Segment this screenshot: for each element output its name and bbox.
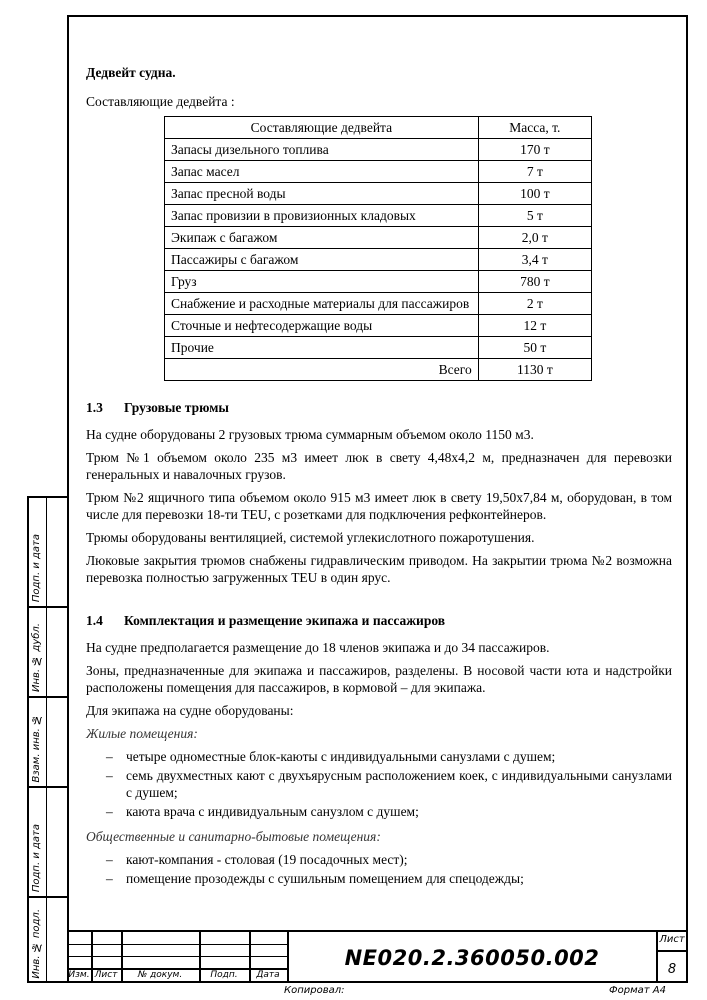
- section-number: 1.3: [86, 400, 103, 415]
- side-cell-dup-inv: [29, 608, 67, 698]
- deadweight-intro: Составляющие дедвейта :: [86, 94, 235, 109]
- mass-cell: 12 т: [478, 315, 591, 337]
- deadweight-table: [164, 116, 592, 381]
- item-cell: Сточные и нефтесодержащие воды: [165, 315, 479, 337]
- column-header: Составляющие дедвейта: [165, 117, 479, 139]
- paragraph: Трюм №1 объемом около 235 м3 имеет люк в свету 4,48х4,2 м, предназначен для перевозки генеральных и навалочных грузов.: [86, 450, 672, 482]
- list-item: – четыре одноместные блок-каюты с индивидуальными санузлами с душем;: [86, 748, 672, 765]
- item-cell: Запас пресной воды: [165, 183, 479, 205]
- total-value: 1130 т: [478, 359, 591, 381]
- document-body: [86, 60, 672, 895]
- table-row: [165, 183, 592, 205]
- mass-cell: 780 т: [478, 271, 591, 293]
- section-heading-1-4: [86, 612, 672, 629]
- item-cell: Снабжение и расходные материалы для пассажиров: [165, 293, 479, 315]
- col-label-date: Дата: [256, 970, 280, 980]
- section-title: Комплектация и размещение экипажа и пассажиров: [124, 613, 446, 628]
- section-heading-1-3: [86, 399, 672, 416]
- paragraph: Люковые закрытия трюмов снабжены гидравлическим приводом. На закрытии трюма №2 возможна перевозка полностью загруженных TEU в один ярус.: [86, 553, 672, 585]
- side-cell-replace-inv: [29, 698, 67, 788]
- table-row: [165, 337, 592, 359]
- table-row: [165, 205, 592, 227]
- sheet-divider-h: [656, 950, 688, 952]
- table-row: [165, 271, 592, 293]
- item-cell: Запас масел: [165, 161, 479, 183]
- table-header-row: [165, 117, 592, 139]
- item-cell: Экипаж с багажом: [165, 227, 479, 249]
- mass-cell: 50 т: [478, 337, 591, 359]
- side-stamp: [27, 496, 67, 983]
- public-rooms-list: [86, 851, 672, 887]
- table-row: [165, 293, 592, 315]
- table-row: [165, 161, 592, 183]
- living-quarters-list: [86, 748, 672, 820]
- col-label-sign: Подп.: [210, 970, 238, 980]
- mass-cell: 170 т: [478, 139, 591, 161]
- table-total-row: [165, 359, 592, 381]
- revision-table: [67, 932, 287, 983]
- paragraph: Для экипажа на судне оборудованы:: [86, 703, 294, 718]
- list-item: – каюта врача с индивидуальным санузлом с душем;: [86, 803, 672, 820]
- column-header: Масса, т.: [478, 117, 591, 139]
- item-cell: Прочие: [165, 337, 479, 359]
- paragraph: Трюм №2 ящичного типа объемом около 915 м3 имеет люк в свету 19,50х7,84 м, оборудован, в том числе для перевозки 18-ти TEU, с розетками для подключения рефконтейнеров.: [86, 490, 672, 522]
- sheet-label: Лист: [659, 934, 685, 945]
- side-label: Инв. № подл.: [31, 909, 42, 979]
- section-number: 1.4: [86, 613, 103, 628]
- mass-cell: 2,0 т: [478, 227, 591, 249]
- item-cell: Запасы дизельного топлива: [165, 139, 479, 161]
- living-quarters-title: Жилые помещения:: [86, 726, 198, 741]
- document-number: NE020.2.360050.002: [344, 945, 600, 970]
- item-cell: Запас провизии в провизионных кладовых: [165, 205, 479, 227]
- deadweight-title: Дедвейт судна.: [86, 65, 176, 80]
- side-cell-orig-inv: [29, 898, 67, 983]
- side-cell-signature-date-2: [29, 788, 67, 898]
- col-label-change: Изм.: [68, 970, 90, 980]
- item-cell: Пассажиры с багажом: [165, 249, 479, 271]
- copied-by-label: Копировал:: [284, 985, 345, 996]
- side-label: Взам. инв. №: [31, 713, 42, 782]
- mass-cell: 3,4 т: [478, 249, 591, 271]
- col-label-doc-no: № докум.: [137, 970, 183, 980]
- mass-cell: 5 т: [478, 205, 591, 227]
- paragraph: Трюмы оборудованы вентиляцией, системой углекислотного пожаротушения.: [86, 530, 535, 545]
- list-item: – помещение прозодежды с сушильным помещением для спецодежды;: [86, 870, 672, 887]
- table-row: [165, 227, 592, 249]
- col-label-sheet: Лист: [94, 970, 118, 980]
- paragraph: Зоны, предназначенные для экипажа и пассажиров, разделены. В носовой части юта и надстройки расположены помещения для пассажиров, в кормовой – для экипажа.: [86, 663, 672, 695]
- public-rooms-title: Общественные и санитарно-бытовые помещения:: [86, 829, 381, 844]
- sheet-number: 8: [667, 962, 677, 977]
- side-label: Подп. и дата: [31, 823, 42, 892]
- format-label: Формат А4: [609, 985, 666, 996]
- mass-cell: 7 т: [478, 161, 591, 183]
- table-row: [165, 139, 592, 161]
- title-block: [67, 930, 688, 983]
- mass-cell: 100 т: [478, 183, 591, 205]
- list-item: – кают-компания - столовая (19 посадочных мест);: [86, 851, 672, 868]
- paragraph: На судне оборудованы 2 грузовых трюма суммарным объемом около 1150 м3.: [86, 427, 534, 442]
- list-item: – семь двухместных кают с двухъярусным расположением коек, с индивидуальными санузлами с душем;: [86, 767, 672, 801]
- side-cell-signature-date: [29, 498, 67, 608]
- table-row: [165, 249, 592, 271]
- section-title: Грузовые трюмы: [124, 400, 229, 415]
- total-label: Всего: [165, 359, 479, 381]
- mass-cell: 2 т: [478, 293, 591, 315]
- table-row: [165, 315, 592, 337]
- side-label: Инв. № дубл.: [31, 622, 42, 692]
- side-label: Подп. и дата: [31, 533, 42, 602]
- item-cell: Груз: [165, 271, 479, 293]
- paragraph: На судне предполагается размещение до 18 членов экипажа и до 34 пассажиров.: [86, 640, 550, 655]
